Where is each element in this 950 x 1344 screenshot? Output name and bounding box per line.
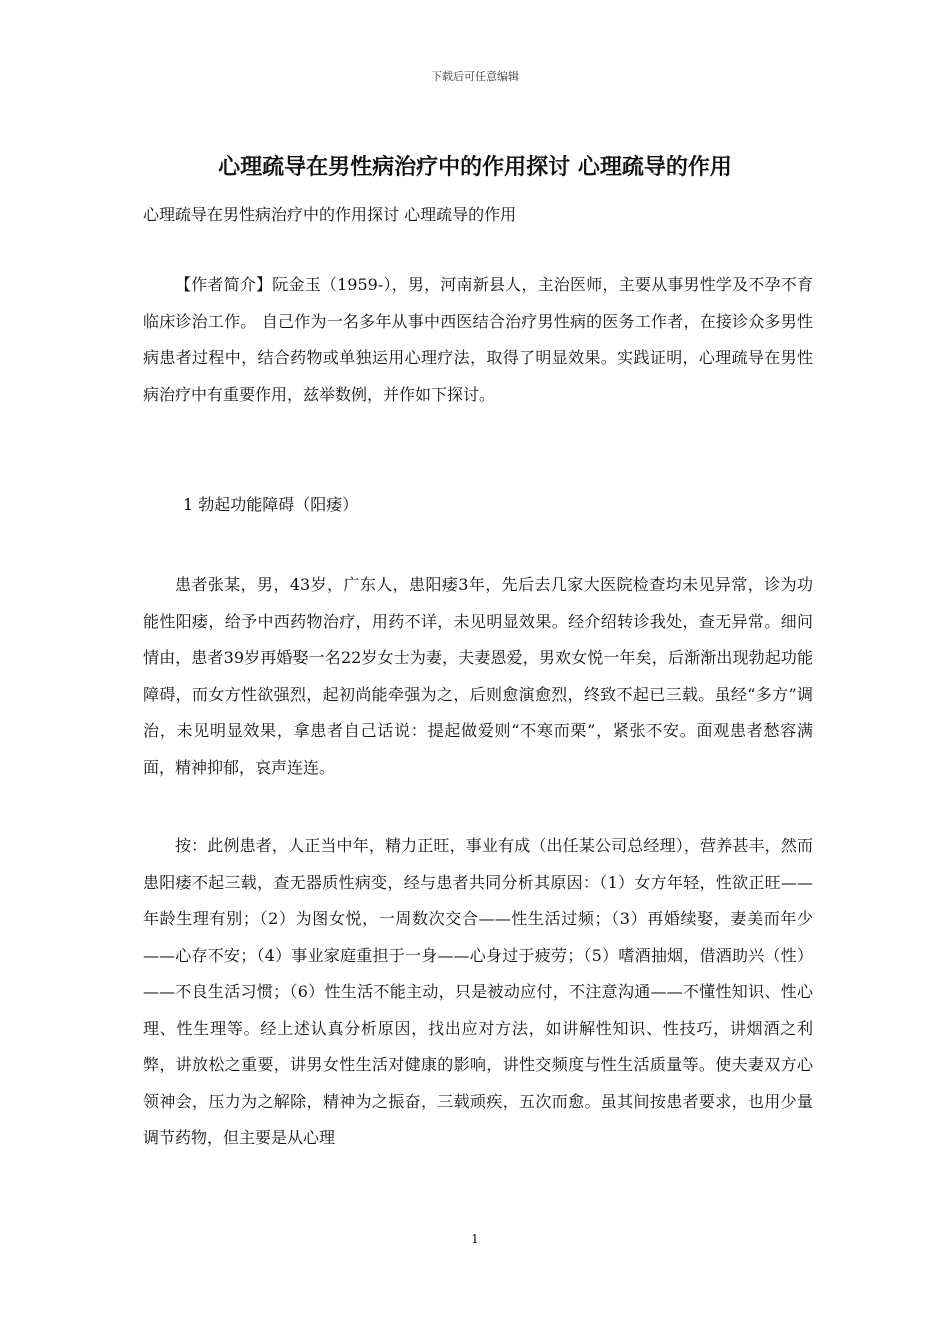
analysis-paragraph: 按：此例患者，人正当中年，精力正旺，事业有成（出任某公司总经理），营养甚丰，然而患阳痿不起三载，查无器质性病变，经与患者共同分析其原因：（1）女方年轻，性欲正旺——年龄生理有别；（2）为图女悦，一周数次交合——性生活过频；（3）再婚续娶，妻美而年少——心存不安；（4）事业家庭重担于一身——心身过于疲劳；（5）嗜酒抽烟，借酒助兴（性）——不良生活习惯；（6）性生活不能主动，只是被动应付，不注意沟通——不懂性知识、性心理、性生理等。经上述认真分析原因，找出应对方法，如讲解性知识、性技巧，讲烟酒之利弊，讲放松之重要，讲男女性生活对健康的影响，讲性交频度与性生活质量等。使夫妻双方心领神会，压力为之解除，精神为之振奋，三载顽疾，五次而愈。虽其间按患者要求，也用少量调节药物，但主要是从心理 (143, 836, 813, 1147)
document-title: 心理疏导在男性病治疗中的作用探讨 心理疏导的作用 (218, 155, 732, 180)
author-intro-paragraph: 【作者简介】阮金玉（1959-），男，河南新县人，主治医师，主要从事男性学及不孕不育临床诊治工作。 自己作为一名多年从事中西医结合治疗男性病的医务工作者，在接诊众多男性病患者过程中，结合药物或单独运用心理疗法，取得了明显效果。实践证明，心理疏导在男性病治疗中有重要作用，兹举数例，并作如下探讨。 (143, 275, 813, 404)
section-heading: 1 勃起功能障碍（阳痿） (183, 495, 359, 514)
header-note: 下载后可任意编辑 (431, 70, 519, 83)
document-subtitle: 心理疏导在男性病治疗中的作用探讨 心理疏导的作用 (143, 205, 517, 224)
page-number: 1 (471, 1232, 479, 1246)
case-paragraph: 患者张某，男，43岁，广东人，患阳痿3年，先后去几家大医院检查均未见异常，诊为功能性阳痿，给予中西药物治疗，用药不详，未见明显效果。经介绍转诊我处，查无异常。细问情由，患者39岁再婚娶一名22岁女士为妻，夫妻恩爱，男欢女悦一年矣，后渐渐出现勃起功能障碍，而女方性欲强烈，起初尚能牵强为之，后则愈演愈烈，终致不起已三载。虽经“多方”调治，未见明显效果，拿患者自己话说：提起做爱则“不寒而栗”，紧张不安。面观患者愁容满面，精神抑郁，哀声连连。 (143, 575, 813, 777)
